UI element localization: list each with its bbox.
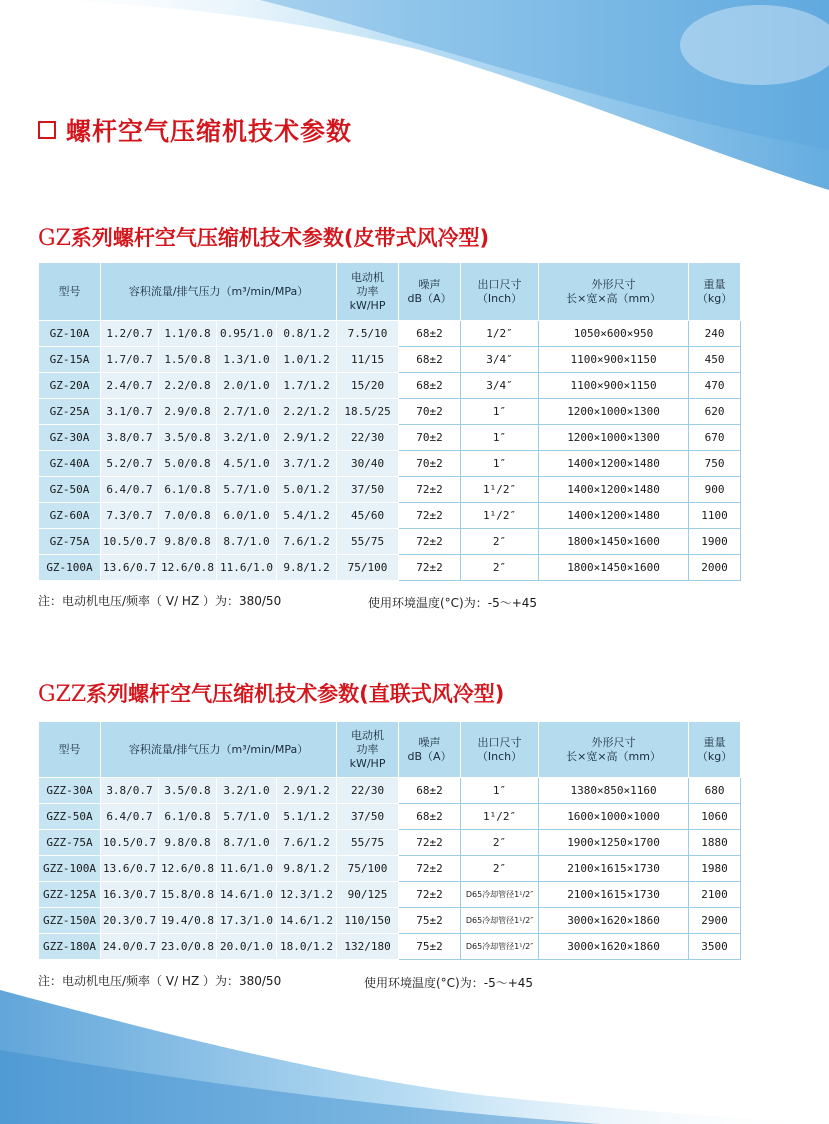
- gz-note-voltage: 注：电动机电压/频率（ V/ HZ ）为：380/50: [38, 594, 282, 608]
- flow-cell: 5.0/1.2: [277, 477, 337, 503]
- flow-cell: 5.4/1.2: [277, 503, 337, 529]
- outlet-cell: 2″: [461, 529, 539, 555]
- power-cell: 37/50: [337, 477, 399, 503]
- noise-cell: 72±2: [399, 830, 461, 856]
- model-cell: GZ-100A: [39, 555, 101, 581]
- flow-cell: 0.95/1.0: [217, 321, 277, 347]
- gzz-note-temp: 使用环境温度(°C)为：-5～+45: [364, 976, 534, 990]
- model-cell: GZ-40A: [39, 451, 101, 477]
- table-row: [39, 555, 741, 581]
- table-row: [39, 908, 741, 934]
- noise-cell: 75±2: [399, 934, 461, 960]
- table-row: [39, 347, 741, 373]
- flow-cell: 7.3/0.7: [101, 503, 159, 529]
- flow-cell: 5.2/0.7: [101, 451, 159, 477]
- flow-cell: 9.8/1.2: [277, 555, 337, 581]
- weight-cell: 240: [689, 321, 741, 347]
- model-cell: GZ-15A: [39, 347, 101, 373]
- flow-cell: 1.0/1.2: [277, 347, 337, 373]
- model-cell: GZ-25A: [39, 399, 101, 425]
- flow-cell: 2.2/1.2: [277, 399, 337, 425]
- gz-spec-table: [38, 262, 741, 581]
- noise-cell: 75±2: [399, 908, 461, 934]
- flow-cell: 23.0/0.8: [159, 934, 217, 960]
- flow-cell: 2.0/1.0: [217, 373, 277, 399]
- flow-cell: 5.7/1.0: [217, 804, 277, 830]
- noise-cell: 72±2: [399, 529, 461, 555]
- dims-cell: 2100×1615×1730: [539, 856, 689, 882]
- flow-cell: 20.0/1.0: [217, 934, 277, 960]
- flow-cell: 8.7/1.0: [217, 830, 277, 856]
- power-cell: 37/50: [337, 804, 399, 830]
- weight-cell: 670: [689, 425, 741, 451]
- header-noise: 噪声 dB（A）: [399, 263, 461, 321]
- dims-cell: 1600×1000×1000: [539, 804, 689, 830]
- header-dims: 外形尺寸 长×宽×高（mm）: [539, 722, 689, 778]
- page-title: [38, 112, 352, 148]
- flow-cell: 5.1/1.2: [277, 804, 337, 830]
- power-cell: 132/180: [337, 934, 399, 960]
- model-cell: GZZ-50A: [39, 804, 101, 830]
- outlet-cell: 1″: [461, 399, 539, 425]
- flow-cell: 7.0/0.8: [159, 503, 217, 529]
- outlet-cell: 1″: [461, 778, 539, 804]
- flow-cell: 20.3/0.7: [101, 908, 159, 934]
- power-cell: 90/125: [337, 882, 399, 908]
- flow-cell: 2.2/0.8: [159, 373, 217, 399]
- outlet-cell: 2″: [461, 830, 539, 856]
- dims-cell: 1100×900×1150: [539, 373, 689, 399]
- dims-cell: 3000×1620×1860: [539, 908, 689, 934]
- flow-cell: 6.4/0.7: [101, 804, 159, 830]
- noise-cell: 72±2: [399, 555, 461, 581]
- power-cell: 30/40: [337, 451, 399, 477]
- table-row: [39, 503, 741, 529]
- flow-cell: 9.8/0.8: [159, 830, 217, 856]
- header-model: 型号: [39, 263, 101, 321]
- flow-cell: 3.2/1.0: [217, 778, 277, 804]
- flow-cell: 0.8/1.2: [277, 321, 337, 347]
- outlet-cell: 1″: [461, 451, 539, 477]
- flow-cell: 1.7/1.2: [277, 373, 337, 399]
- flow-cell: 13.6/0.7: [101, 555, 159, 581]
- noise-cell: 70±2: [399, 451, 461, 477]
- flow-cell: 6.4/0.7: [101, 477, 159, 503]
- header-motor: 电动机 功率 kW/HP: [337, 722, 399, 778]
- model-cell: GZZ-125A: [39, 882, 101, 908]
- flow-cell: 3.5/0.8: [159, 778, 217, 804]
- dims-cell: 1400×1200×1480: [539, 477, 689, 503]
- power-cell: 110/150: [337, 908, 399, 934]
- outlet-cell: 1¹/2″: [461, 503, 539, 529]
- power-cell: 22/30: [337, 778, 399, 804]
- table-row: [39, 529, 741, 555]
- gzz-section-title: [38, 678, 504, 708]
- flow-cell: 11.6/1.0: [217, 856, 277, 882]
- outlet-cell: 2″: [461, 555, 539, 581]
- dims-cell: 1200×1000×1300: [539, 425, 689, 451]
- header-motor: 电动机 功率 kW/HP: [337, 263, 399, 321]
- outlet-cell: 3/4″: [461, 347, 539, 373]
- table-row: [39, 321, 741, 347]
- flow-cell: 8.7/1.0: [217, 529, 277, 555]
- table-row: [39, 778, 741, 804]
- dims-cell: 3000×1620×1860: [539, 934, 689, 960]
- flow-cell: 10.5/0.7: [101, 830, 159, 856]
- flow-cell: 12.6/0.8: [159, 555, 217, 581]
- outlet-cell: 1/2″: [461, 321, 539, 347]
- checkbox-square-icon: [38, 121, 56, 139]
- dims-cell: 1380×850×1160: [539, 778, 689, 804]
- flow-cell: 3.1/0.7: [101, 399, 159, 425]
- gz-title-prefix: GZ: [38, 226, 71, 251]
- flow-cell: 1.7/0.7: [101, 347, 159, 373]
- table-row: [39, 804, 741, 830]
- weight-cell: 1980: [689, 856, 741, 882]
- flow-cell: 1.1/0.8: [159, 321, 217, 347]
- flow-cell: 3.5/0.8: [159, 425, 217, 451]
- flow-cell: 6.1/0.8: [159, 804, 217, 830]
- flow-cell: 6.1/0.8: [159, 477, 217, 503]
- model-cell: GZZ-180A: [39, 934, 101, 960]
- weight-cell: 1880: [689, 830, 741, 856]
- flow-cell: 3.2/1.0: [217, 425, 277, 451]
- weight-cell: 2900: [689, 908, 741, 934]
- gzz-title-text: 系列螺杆空气压缩机技术参数(直联式风冷型): [86, 682, 505, 706]
- flow-cell: 16.3/0.7: [101, 882, 159, 908]
- flow-cell: 2.4/0.7: [101, 373, 159, 399]
- weight-cell: 470: [689, 373, 741, 399]
- gzz-title-prefix: GZZ: [38, 682, 87, 707]
- weight-cell: 1900: [689, 529, 741, 555]
- noise-cell: 68±2: [399, 321, 461, 347]
- table-row: [39, 425, 741, 451]
- noise-cell: 68±2: [399, 373, 461, 399]
- dims-cell: 2100×1615×1730: [539, 882, 689, 908]
- outlet-cell: 1″: [461, 425, 539, 451]
- model-cell: GZ-60A: [39, 503, 101, 529]
- table-row: [39, 830, 741, 856]
- header-outlet: 出口尺寸 （Inch）: [461, 722, 539, 778]
- dims-cell: 1400×1200×1480: [539, 503, 689, 529]
- flow-cell: 1.5/0.8: [159, 347, 217, 373]
- flow-cell: 1.3/1.0: [217, 347, 277, 373]
- flow-cell: 3.8/0.7: [101, 425, 159, 451]
- flow-cell: 7.6/1.2: [277, 529, 337, 555]
- outlet-cell: 3/4″: [461, 373, 539, 399]
- header-weight: 重量 （kg）: [689, 722, 741, 778]
- outlet-cell: D65冷却管径1¹/2″: [461, 882, 539, 908]
- flow-cell: 15.8/0.8: [159, 882, 217, 908]
- flow-cell: 2.9/1.2: [277, 425, 337, 451]
- power-cell: 55/75: [337, 830, 399, 856]
- header-flow: 容积流量/排气压力（m³/min/MPa）: [101, 722, 337, 778]
- weight-cell: 450: [689, 347, 741, 373]
- noise-cell: 68±2: [399, 804, 461, 830]
- power-cell: 75/100: [337, 856, 399, 882]
- flow-cell: 2.9/1.2: [277, 778, 337, 804]
- noise-cell: 68±2: [399, 778, 461, 804]
- weight-cell: 750: [689, 451, 741, 477]
- model-cell: GZ-75A: [39, 529, 101, 555]
- power-cell: 55/75: [337, 529, 399, 555]
- model-cell: GZ-30A: [39, 425, 101, 451]
- header-outlet: 出口尺寸 （Inch）: [461, 263, 539, 321]
- flow-cell: 5.7/1.0: [217, 477, 277, 503]
- gz-section-title: [38, 222, 489, 252]
- dims-cell: 1050×600×950: [539, 321, 689, 347]
- flow-cell: 14.6/1.2: [277, 908, 337, 934]
- noise-cell: 70±2: [399, 425, 461, 451]
- power-cell: 75/100: [337, 555, 399, 581]
- table-row: [39, 934, 741, 960]
- flow-cell: 10.5/0.7: [101, 529, 159, 555]
- weight-cell: 1100: [689, 503, 741, 529]
- gz-title-text: 系列螺杆空气压缩机技术参数(皮带式风冷型): [70, 226, 490, 250]
- model-cell: GZ-10A: [39, 321, 101, 347]
- outlet-cell: 2″: [461, 856, 539, 882]
- weight-cell: 3500: [689, 934, 741, 960]
- flow-cell: 2.7/1.0: [217, 399, 277, 425]
- outlet-cell: 1¹/2″: [461, 804, 539, 830]
- flow-cell: 6.0/1.0: [217, 503, 277, 529]
- flow-cell: 17.3/1.0: [217, 908, 277, 934]
- dims-cell: 1900×1250×1700: [539, 830, 689, 856]
- outlet-cell: 1¹/2″: [461, 477, 539, 503]
- table-row: [39, 451, 741, 477]
- flow-cell: 24.0/0.7: [101, 934, 159, 960]
- model-cell: GZ-50A: [39, 477, 101, 503]
- noise-cell: 72±2: [399, 503, 461, 529]
- table-row: [39, 399, 741, 425]
- model-cell: GZZ-30A: [39, 778, 101, 804]
- gz-header-row: [39, 263, 741, 321]
- gzz-spec-table: [38, 721, 741, 960]
- flow-cell: 9.8/1.2: [277, 856, 337, 882]
- flow-cell: 3.7/1.2: [277, 451, 337, 477]
- weight-cell: 2000: [689, 555, 741, 581]
- model-cell: GZ-20A: [39, 373, 101, 399]
- flow-cell: 14.6/1.0: [217, 882, 277, 908]
- flow-cell: 11.6/1.0: [217, 555, 277, 581]
- weight-cell: 680: [689, 778, 741, 804]
- model-cell: GZZ-150A: [39, 908, 101, 934]
- flow-cell: 5.0/0.8: [159, 451, 217, 477]
- flow-cell: 1.2/0.7: [101, 321, 159, 347]
- power-cell: 18.5/25: [337, 399, 399, 425]
- model-cell: GZZ-75A: [39, 830, 101, 856]
- outlet-cell: D65冷却管径1¹/2″: [461, 908, 539, 934]
- gzz-note-voltage: 注：电动机电压/频率（ V/ HZ ）为：380/50: [38, 974, 282, 988]
- noise-cell: 68±2: [399, 347, 461, 373]
- flow-cell: 7.6/1.2: [277, 830, 337, 856]
- noise-cell: 72±2: [399, 882, 461, 908]
- noise-cell: 72±2: [399, 477, 461, 503]
- header-dims: 外形尺寸 长×宽×高（mm）: [539, 263, 689, 321]
- gz-note-temp: 使用环境温度(°C)为：-5～+45: [368, 596, 538, 610]
- outlet-cell: D65冷却管径1¹/2″: [461, 934, 539, 960]
- power-cell: 7.5/10: [337, 321, 399, 347]
- flow-cell: 18.0/1.2: [277, 934, 337, 960]
- page-title-text: 螺杆空气压缩机技术参数: [66, 117, 353, 146]
- power-cell: 15/20: [337, 373, 399, 399]
- dims-cell: 1200×1000×1300: [539, 399, 689, 425]
- table-row: [39, 477, 741, 503]
- dims-cell: 1800×1450×1600: [539, 529, 689, 555]
- flow-cell: 4.5/1.0: [217, 451, 277, 477]
- weight-cell: 900: [689, 477, 741, 503]
- noise-cell: 70±2: [399, 399, 461, 425]
- power-cell: 45/60: [337, 503, 399, 529]
- dims-cell: 1400×1200×1480: [539, 451, 689, 477]
- flow-cell: 19.4/0.8: [159, 908, 217, 934]
- weight-cell: 2100: [689, 882, 741, 908]
- gzz-header-row: [39, 722, 741, 778]
- header-model: 型号: [39, 722, 101, 778]
- weight-cell: 1060: [689, 804, 741, 830]
- table-row: [39, 373, 741, 399]
- table-row: [39, 856, 741, 882]
- weight-cell: 620: [689, 399, 741, 425]
- flow-cell: 9.8/0.8: [159, 529, 217, 555]
- flow-cell: 2.9/0.8: [159, 399, 217, 425]
- power-cell: 11/15: [337, 347, 399, 373]
- noise-cell: 72±2: [399, 856, 461, 882]
- flow-cell: 12.3/1.2: [277, 882, 337, 908]
- dims-cell: 1800×1450×1600: [539, 555, 689, 581]
- dims-cell: 1100×900×1150: [539, 347, 689, 373]
- flow-cell: 12.6/0.8: [159, 856, 217, 882]
- flow-cell: 3.8/0.7: [101, 778, 159, 804]
- header-noise: 噪声 dB（A）: [399, 722, 461, 778]
- model-cell: GZZ-100A: [39, 856, 101, 882]
- flow-cell: 13.6/0.7: [101, 856, 159, 882]
- header-weight: 重量 （kg）: [689, 263, 741, 321]
- power-cell: 22/30: [337, 425, 399, 451]
- table-row: [39, 882, 741, 908]
- header-flow: 容积流量/排气压力（m³/min/MPa）: [101, 263, 337, 321]
